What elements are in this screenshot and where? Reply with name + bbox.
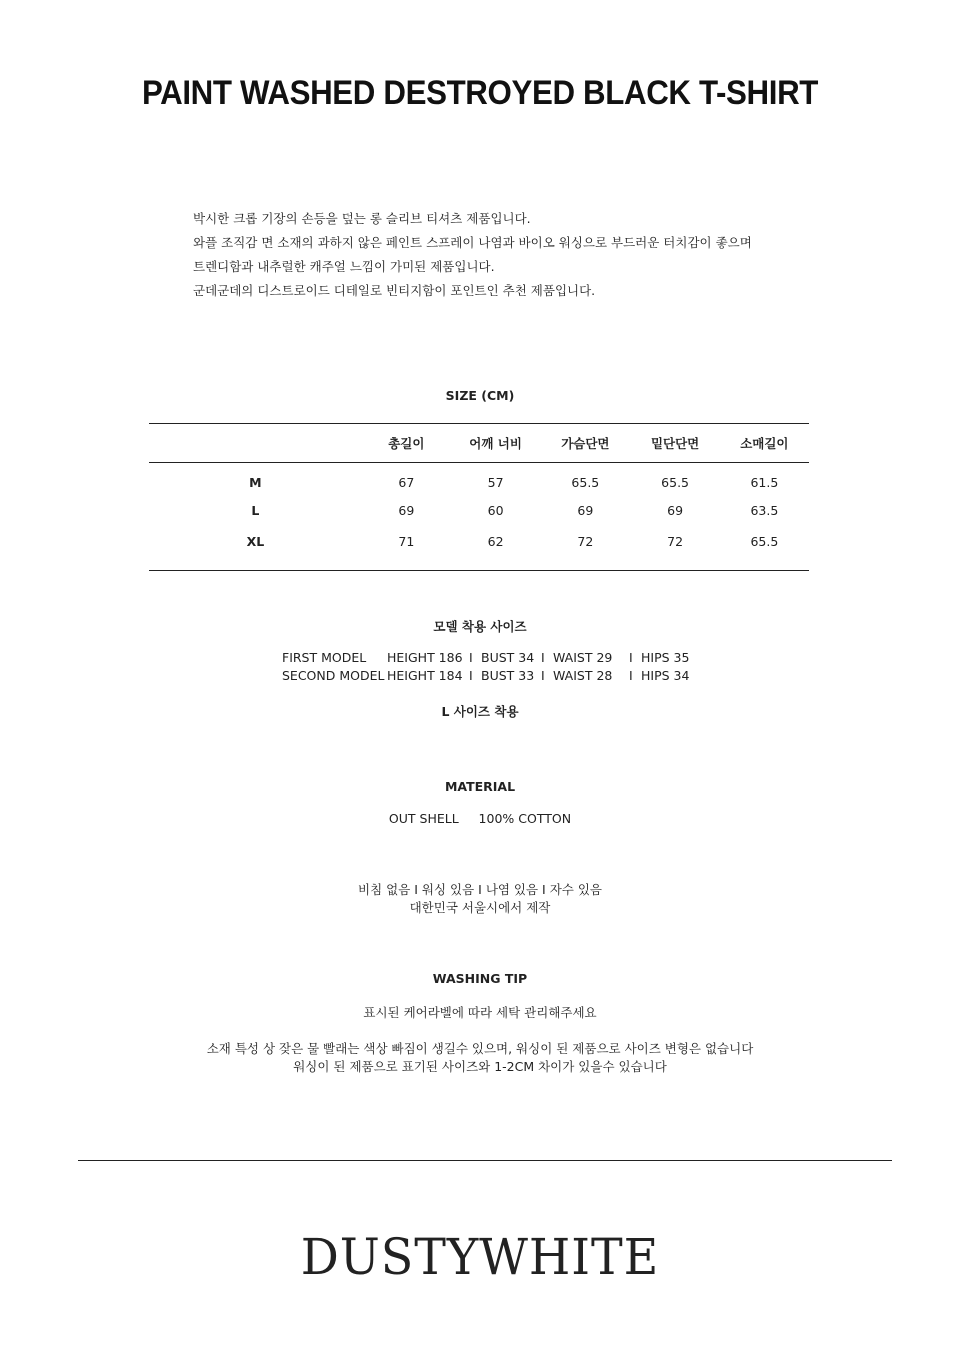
washing-tip-line: 소재 특성 상 잦은 물 빨래는 색상 빠짐이 생길수 있으며, 워싱이 된 제품으로 사이즈 변형은 없습니다	[206, 1041, 754, 1056]
column-header: 밑단단면	[650, 436, 700, 451]
table-cell: 65.5	[571, 474, 600, 490]
washing-heading: WASHING TIP	[432, 971, 528, 986]
table-row	[149, 527, 809, 559]
size-table-header	[149, 424, 809, 463]
model-height: HEIGHT 184	[387, 667, 463, 683]
column-header: 총길이	[388, 436, 425, 451]
table-cell: 72	[577, 533, 594, 549]
model-waist: WAIST 28	[553, 667, 613, 683]
footer-divider	[78, 1160, 892, 1161]
size-table	[149, 423, 809, 559]
material-composition: OUT SHELL 100% COTTON	[388, 811, 572, 826]
washing-tip-line: 표시된 케어라벨에 따라 세탁 관리해주세요	[363, 1005, 597, 1020]
table-cell: 57	[487, 474, 504, 490]
product-description	[193, 207, 813, 303]
separator: I	[629, 649, 633, 665]
table-cell: 72	[667, 533, 684, 549]
table-cell: 61.5	[750, 474, 779, 490]
table-cell: 63.5	[750, 503, 779, 518]
separator: I	[541, 667, 545, 683]
model-height: HEIGHT 186	[387, 649, 463, 665]
model-bust: BUST 33	[481, 667, 535, 683]
size-label: XL	[246, 533, 265, 549]
separator: I	[469, 667, 473, 683]
table-cell: 65.5	[750, 533, 779, 549]
model-row	[282, 666, 701, 684]
column-header: 소매길이	[740, 436, 789, 451]
table-cell: 69	[667, 503, 684, 518]
table-cell: 60	[487, 503, 504, 518]
table-cell: 67	[398, 474, 415, 490]
table-cell: 65.5	[661, 474, 690, 490]
product-info-flags: 비침 없음 I 워싱 있음 I 나염 있음 I 자수 있음	[358, 882, 602, 897]
description-line: 와플 조직감 면 소재의 과하지 않은 페인트 스프레이 나염과 바이오 워싱으로 부드러운 터치감이 좋으며	[193, 235, 752, 250]
made-in-label: 대한민국 서울시에서 제작	[409, 900, 551, 915]
table-cell: 69	[577, 503, 594, 518]
column-header: 어깨 너비	[469, 436, 522, 451]
model-hips: HIPS 34	[641, 667, 690, 683]
column-header: 가슴단면	[561, 436, 610, 451]
description-line: 트렌디함과 내추럴한 캐주얼 느낌이 가미된 제품입니다.	[193, 259, 495, 274]
product-title: PAINT WASHED DESTROYED BLACK T-SHIRT	[141, 74, 819, 112]
model-size-table	[282, 648, 701, 684]
size-table-bottom-rule	[149, 570, 809, 571]
model-waist: WAIST 29	[553, 649, 613, 665]
description-line: 군데군데의 디스트로이드 디테일로 빈티지함이 포인트인 추천 제품입니다.	[193, 283, 596, 298]
column-header	[149, 424, 362, 463]
model-heading: 모델 착용 사이즈	[433, 619, 527, 634]
table-cell: 69	[398, 503, 415, 518]
model-row	[282, 648, 701, 666]
size-heading: SIZE (CM)	[445, 388, 515, 403]
model-fit-size: L 사이즈 착용	[441, 704, 519, 719]
model-name: SECOND MODEL	[282, 667, 385, 683]
model-hips: HIPS 35	[641, 649, 690, 665]
separator: I	[541, 649, 545, 665]
size-label: L	[251, 503, 260, 518]
table-cell: 71	[398, 533, 415, 549]
table-row	[149, 495, 809, 527]
material-heading: MATERIAL	[444, 779, 516, 794]
size-label: M	[249, 474, 262, 490]
description-line: 박시한 크롭 기장의 손등을 덮는 롱 슬리브 티셔츠 제품입니다.	[193, 211, 531, 226]
model-bust: BUST 34	[481, 649, 535, 665]
table-cell: 62	[487, 533, 504, 549]
separator: I	[469, 649, 473, 665]
table-row	[149, 463, 809, 495]
model-name: FIRST MODEL	[282, 649, 367, 665]
washing-tip-line: 워싱이 된 제품으로 표기된 사이즈와 1-2CM 차이가 있을수 있습니다	[293, 1059, 667, 1074]
brand-logo: DUSTYWHITE	[300, 1228, 660, 1286]
separator: I	[629, 667, 633, 683]
